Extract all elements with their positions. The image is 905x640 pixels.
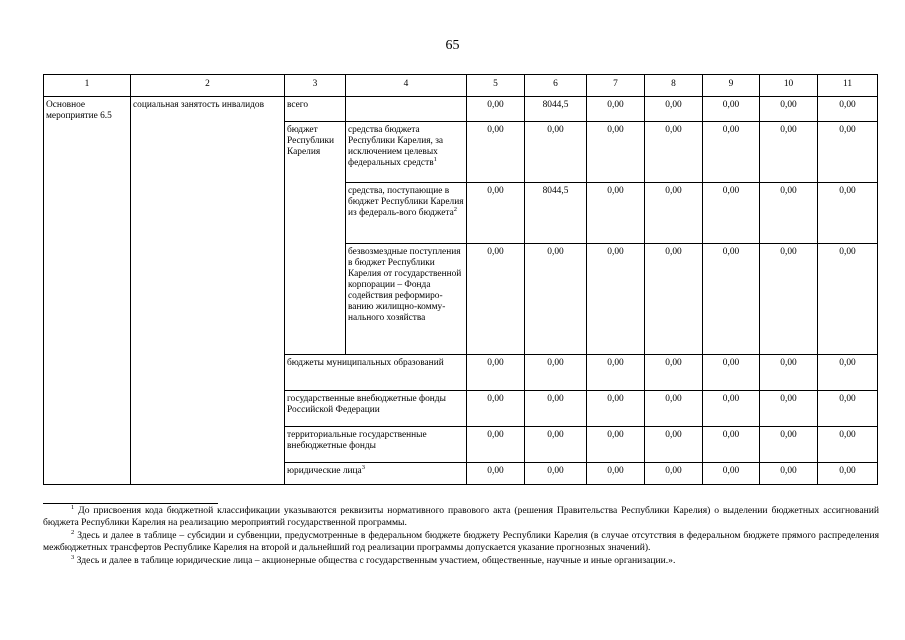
column-header: 5 <box>467 75 525 97</box>
footnotes <box>43 505 879 567</box>
value-cell: 0,00 <box>703 183 760 244</box>
value-cell: 0,00 <box>587 244 645 355</box>
budget-table <box>43 74 878 485</box>
value-cell: 0,00 <box>703 463 760 485</box>
source-legal-entities: юридические лица$^3$ <box>285 463 467 485</box>
value-cell: 0,00 <box>645 355 703 391</box>
footnote-2: $^2$ Здесь и далее в таблице – субсидии и субвенции, предусмотренные в федеральном бюджете бюджету Республики Карелия (в случае отсутствия в федеральном бюджете прямого распределения межбюджетных трансфертов Республике Карелия на второй и дальнейший год реализации программы допускается указание прогнозных значений). <box>43 528 879 554</box>
value-cell: 0,00 <box>467 183 525 244</box>
value-cell: 0,00 <box>467 122 525 183</box>
value-cell: 0,00 <box>645 122 703 183</box>
column-header: 7 <box>587 75 645 97</box>
value-cell: 0,00 <box>760 355 818 391</box>
value-cell: 0,00 <box>645 97 703 122</box>
source-territorial-funds: территориальные государственные внебюджетные фонды <box>285 427 467 463</box>
value-cell: 0,00 <box>467 463 525 485</box>
value-cell: 0,00 <box>818 427 878 463</box>
source-detail-empty <box>346 97 467 122</box>
value-cell: 0,00 <box>525 122 587 183</box>
footnote-1: $^1$ До присвоения кода бюджетной классификации указываются реквизиты нормативного правового акта (решения Правительства Республики Карелия) о выделении бюджетных ассигнований бюджета Республики Карелия на реализацию мероприятий государственной программы. <box>43 503 879 529</box>
value-cell: 0,00 <box>467 97 525 122</box>
column-header: 8 <box>645 75 703 97</box>
value-cell: 0,00 <box>818 244 878 355</box>
column-header: 6 <box>525 75 587 97</box>
column-header: 11 <box>818 75 878 97</box>
value-cell: 0,00 <box>703 244 760 355</box>
value-cell: 8044,5 <box>525 97 587 122</box>
value-cell: 0,00 <box>760 97 818 122</box>
footnote-mark: 1 <box>71 503 75 511</box>
value-cell: 0,00 <box>818 97 878 122</box>
value-cell: 0,00 <box>703 355 760 391</box>
activity-name: Основное мероприятие 6.5 <box>44 97 131 485</box>
value-cell: 0,00 <box>818 463 878 485</box>
value-cell: 0,00 <box>525 463 587 485</box>
value-cell: 0,00 <box>587 391 645 427</box>
value-cell: 0,00 <box>525 244 587 355</box>
value-cell: 0,00 <box>587 427 645 463</box>
value-cell: 0,00 <box>760 244 818 355</box>
footnote-divider <box>43 503 218 504</box>
value-cell: 0,00 <box>818 183 878 244</box>
footnote-mark: 2 <box>71 528 75 536</box>
value-cell: 0,00 <box>645 244 703 355</box>
column-header: 4 <box>346 75 467 97</box>
value-cell: 0,00 <box>645 183 703 244</box>
value-cell: 0,00 <box>760 463 818 485</box>
page-number: 65 <box>445 38 460 53</box>
value-cell: 0,00 <box>703 122 760 183</box>
column-header: 1 <box>44 75 131 97</box>
footnote-ref: 1 <box>433 155 437 163</box>
table-header-row <box>44 75 878 97</box>
value-cell: 0,00 <box>703 391 760 427</box>
source-detail: средства, поступающие в бюджет Республики Карелия из федераль-вого бюджета$^2$ <box>346 183 467 244</box>
value-cell: 0,00 <box>703 427 760 463</box>
value-cell: 0,00 <box>818 391 878 427</box>
source-total: всего <box>285 97 346 122</box>
value-cell: 0,00 <box>467 244 525 355</box>
source-state-funds: государственные внебюджетные фонды Российской Федерации <box>285 391 467 427</box>
column-header: 2 <box>131 75 285 97</box>
value-cell: 0,00 <box>525 355 587 391</box>
value-cell: 0,00 <box>467 427 525 463</box>
source-municipal: бюджеты муниципальных образований <box>285 355 467 391</box>
source-regional-budget: бюджет Республики Карелия <box>285 122 346 355</box>
column-header: 9 <box>703 75 760 97</box>
value-cell: 0,00 <box>467 391 525 427</box>
value-cell: 0,00 <box>587 122 645 183</box>
value-cell: 0,00 <box>818 355 878 391</box>
footnote-3: $^3$ Здесь и далее в таблице юридические лица – акционерные общества с государственным участием, общественные, научные и иные организации.». <box>71 553 676 566</box>
source-detail: безвозмездные поступления в бюджет Республики Карелия от государственной корпорации – Фонда содействия реформиро-ванию жилищно-комму-нального хозяйства <box>346 244 467 355</box>
value-cell: 0,00 <box>587 97 645 122</box>
value-cell: 0,00 <box>703 97 760 122</box>
footnote-ref: 2 <box>453 205 458 213</box>
source-detail: средства бюджета Республики Карелия, за исключением целевых федеральных средств$^1$ <box>346 122 467 183</box>
table-row <box>44 97 878 122</box>
value-cell: 0,00 <box>525 391 587 427</box>
value-cell: 0,00 <box>760 183 818 244</box>
value-cell: 0,00 <box>645 391 703 427</box>
value-cell: 0,00 <box>587 355 645 391</box>
value-cell: 0,00 <box>818 122 878 183</box>
value-cell: 0,00 <box>587 463 645 485</box>
value-cell: 8044,5 <box>525 183 587 244</box>
value-cell: 0,00 <box>525 427 587 463</box>
value-cell: 0,00 <box>760 427 818 463</box>
column-header: 3 <box>285 75 346 97</box>
footnote-mark: 3 <box>71 553 75 561</box>
footnote-ref: 3 <box>361 463 365 471</box>
value-cell: 0,00 <box>467 355 525 391</box>
value-cell: 0,00 <box>645 427 703 463</box>
activity-title: социальная занятость инвалидов <box>131 97 285 485</box>
value-cell: 0,00 <box>760 122 818 183</box>
value-cell: 0,00 <box>645 463 703 485</box>
value-cell: 0,00 <box>587 183 645 244</box>
value-cell: 0,00 <box>760 391 818 427</box>
column-header: 10 <box>760 75 818 97</box>
